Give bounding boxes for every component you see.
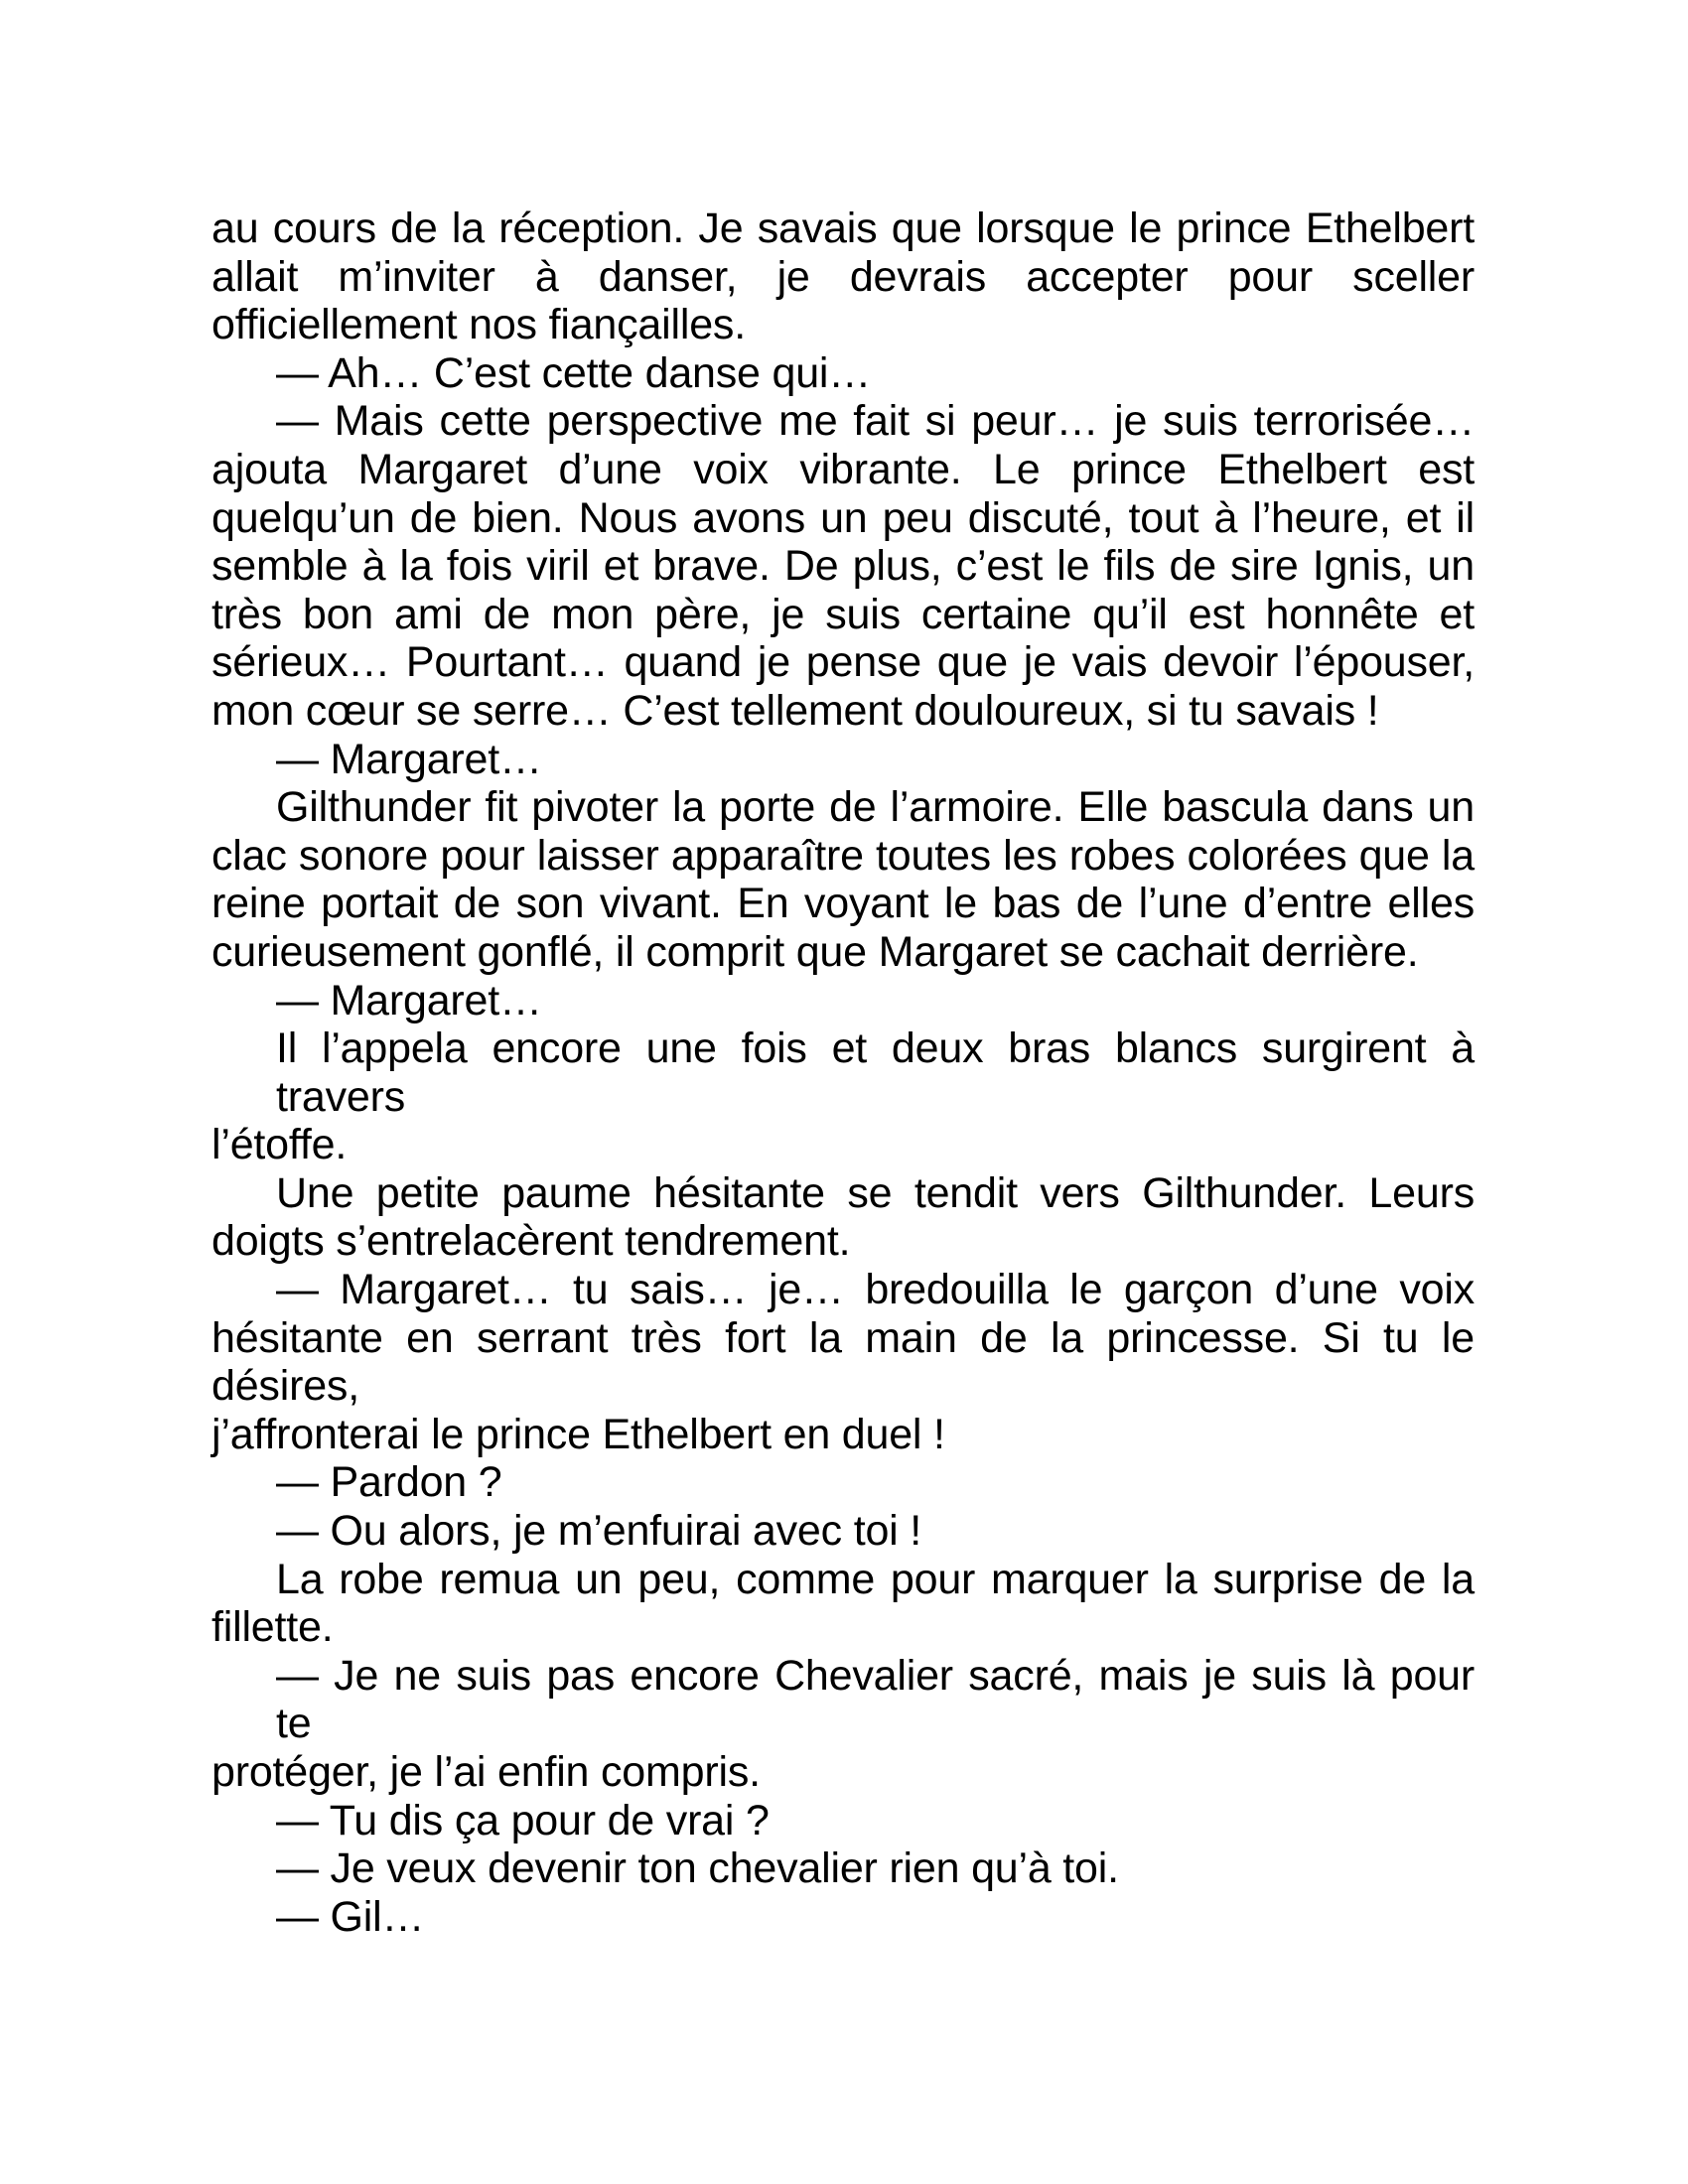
text-line: — Margaret…	[276, 976, 542, 1024]
text-line: j’affronterai le prince Ethelbert en duel !	[211, 1410, 945, 1458]
text-line: — Margaret…	[276, 735, 542, 783]
text-line: quelqu’un de bien. Nous avons un peu discuté, tout à l’heure, et il	[211, 493, 1475, 542]
text-line: curieusement gonflé, il comprit que Margaret se cachait derrière.	[211, 927, 1419, 976]
page-text-block	[211, 205, 1475, 1941]
text-line: — Mais cette perspective me fait si peur… je suis terrorisée…	[276, 397, 1475, 446]
text-line: — Margaret… tu sais… je… bredouilla le garçon d’une voix	[276, 1266, 1475, 1314]
text-line: — Ah… C’est cette danse qui…	[276, 348, 872, 397]
text-line: ajouta Margaret d’une voix vibrante. Le prince Ethelbert est	[211, 445, 1475, 493]
text-line: — Gil…	[276, 1892, 425, 1941]
text-line: l’étoffe.	[211, 1121, 348, 1169]
text-line: — Tu dis ça pour de vrai ?	[276, 1796, 770, 1844]
text-line: protéger, je l’ai enfin compris.	[211, 1748, 761, 1796]
text-line: au cours de la réception. Je savais que lorsque le prince Ethelbert	[211, 205, 1475, 252]
text-line: — Je veux devenir ton chevalier rien qu’à toi.	[276, 1844, 1119, 1893]
text-line: officiellement nos fiançailles.	[211, 301, 746, 349]
text-line: semble à la fois viril et brave. De plus, c’est le fils de sire Ignis, un	[211, 542, 1475, 591]
text-line: — Pardon ?	[276, 1458, 502, 1507]
text-line: Il l’appela encore une fois et deux bras blancs surgirent à travers	[276, 1024, 1475, 1121]
text-line: allait m’inviter à danser, je devrais accepter pour sceller	[211, 252, 1475, 301]
text-line: La robe remua un peu, comme pour marquer la surprise de la	[276, 1555, 1475, 1603]
text-line: — Je ne suis pas encore Chevalier sacré, mais je suis là pour te	[276, 1651, 1475, 1748]
text-line: très bon ami de mon père, je suis certaine qu’il est honnête et	[211, 590, 1475, 638]
text-line: mon cœur se serre… C’est tellement douloureux, si tu savais !	[211, 686, 1379, 735]
text-line: — Ou alors, je m’enfuirai avec toi !	[276, 1507, 921, 1556]
text-line: fillette.	[211, 1603, 334, 1652]
text-line: hésitante en serrant très fort la main de la princesse. Si tu le désires,	[211, 1313, 1475, 1411]
text-line: sérieux… Pourtant… quand je pense que je vais devoir l’épouser,	[211, 638, 1475, 687]
text-line: clac sonore pour laisser apparaître toutes les robes colorées que la	[211, 831, 1475, 880]
text-line: reine portait de son vivant. En voyant le bas de l’une d’entre elles	[211, 880, 1475, 928]
text-line: doigts s’entrelacèrent tendrement.	[211, 1217, 851, 1266]
text-line: Une petite paume hésitante se tendit vers Gilthunder. Leurs	[276, 1168, 1475, 1217]
text-line: Gilthunder fit pivoter la porte de l’armoire. Elle bascula dans un	[276, 783, 1475, 832]
